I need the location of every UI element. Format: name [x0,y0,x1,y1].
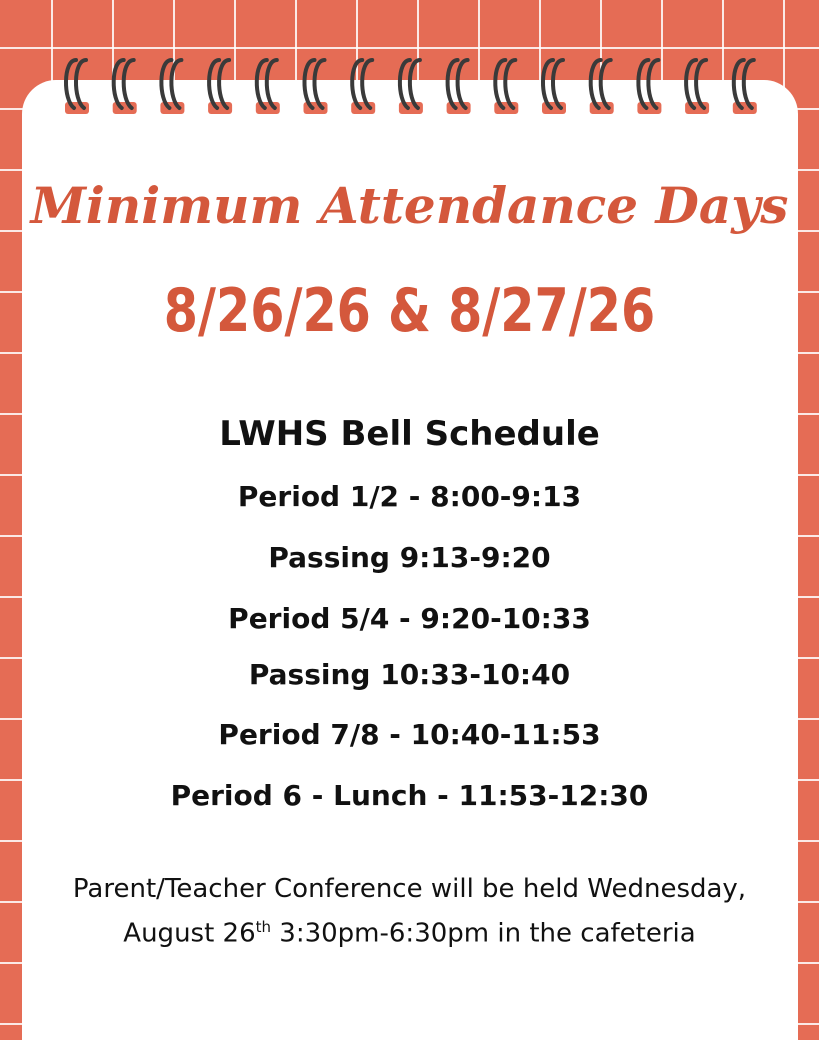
binding-ring-icon [637,60,661,114]
binding-ring-icon [494,60,518,114]
page-title: Minimum Attendance Days [30,176,789,235]
binding-ring-icon [65,60,89,114]
note-date-suffix: th [255,918,272,936]
binding-ring-icon [542,60,566,114]
binding-ring-icon [351,60,375,114]
schedule-row: Passing 10:33-10:40 [248,658,571,691]
note-line-1: Parent/Teacher Conference will be held Wednesday, [72,874,747,904]
note-time-place: 3:30pm-6:30pm in the cafeteria [271,918,696,949]
binding-ring-icon [160,60,184,114]
binding-ring-icon [399,60,423,114]
event-dates: 8/26/26 & 8/27/26 [163,276,656,346]
binding-ring-icon [256,60,280,114]
binding-ring-icon [685,60,709,114]
binding-ring-icon [733,60,757,114]
binding-ring-icon [113,60,137,114]
note-line-2 [0,908,819,953]
binding-ring-icon [208,60,232,114]
schedule-row: Period 1/2 - 8:00-9:13 [237,480,582,513]
schedule-row: Passing 9:13-9:20 [268,541,551,574]
binding-ring-icon [447,60,471,114]
schedule-row: Period 6 - Lunch - 11:53-12:30 [170,779,649,812]
binding-ring-icon [304,60,328,114]
binding-ring-icon [590,60,614,114]
schedule-heading: LWHS Bell Schedule [219,414,600,454]
schedule-row: Period 7/8 - 10:40-11:53 [218,718,601,751]
conference-note [0,870,819,953]
schedule-row: Period 5/4 - 9:20-10:33 [228,602,591,635]
spiral-binding [0,50,819,130]
note-date: August 26 [123,918,256,949]
